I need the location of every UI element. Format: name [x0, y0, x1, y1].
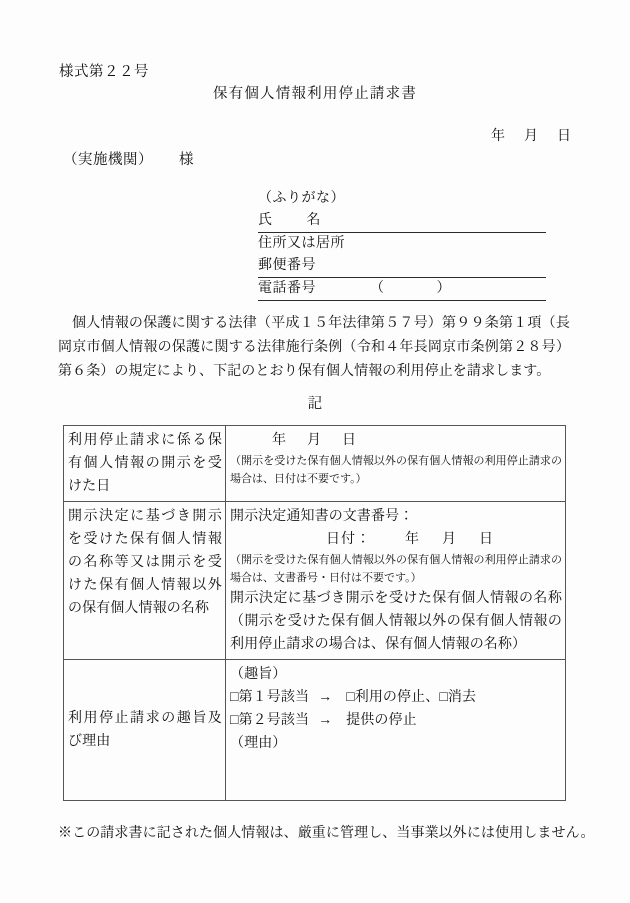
purpose-heading: （趣旨） — [230, 667, 287, 682]
phone-paren-close: ） — [436, 281, 451, 296]
reason-heading: （理由） — [230, 736, 287, 751]
ki-marker: 記 — [307, 396, 323, 412]
option1-checkbox[interactable]: □ — [230, 690, 239, 705]
phone-paren-open: （ — [370, 281, 385, 296]
phone-row[interactable] — [258, 278, 546, 301]
address-row[interactable] — [258, 233, 546, 255]
furigana-label: （ふりがな） — [258, 191, 345, 206]
purpose-reason-label-cell: 利用停止請求の趣旨及び理由 — [64, 660, 226, 801]
disclosure-day-label: 日 — [342, 433, 357, 448]
notice-number-note: （開示を受けた保有個人情報以外の保有個人情報の利用停止請求の場合は、文書番号・日付は不要です。） — [230, 554, 562, 584]
phone-area-code-group — [370, 278, 451, 299]
notice-day-label: 日 — [479, 532, 494, 547]
purpose-reason-value-cell[interactable] — [226, 660, 566, 801]
info-name-value-cell[interactable] — [226, 502, 566, 660]
date-day-label: 日 — [557, 129, 572, 144]
option1-sub2-label: 消去 — [447, 690, 477, 705]
postal-code-row[interactable] — [258, 255, 546, 278]
agency-label: （実施機関） — [63, 152, 153, 168]
furigana-row — [258, 188, 546, 210]
info-name-label-cell: 開示決定に基づき開示を受けた保有個人情報の名称等又は開示を受けた保有個人情報以外の保有個人情報の名称 — [64, 502, 226, 660]
option1-sub1-label: 利用の停止、 — [354, 690, 440, 705]
table-row — [64, 502, 566, 660]
notice-document-number-label: 開示決定通知書の文書番号： — [230, 509, 414, 524]
reason-entry-area[interactable] — [230, 755, 562, 797]
name-row[interactable] — [258, 210, 546, 233]
option1-sub1-checkbox[interactable]: □ — [346, 690, 355, 705]
disclosure-date-value-cell[interactable] — [226, 426, 566, 502]
notice-date-label: 日付： — [326, 532, 371, 547]
privacy-footer-note: ※この請求書に記された個人情報は、厳重に管理し、当事業以外には使用しません。 — [58, 826, 595, 841]
applicant-info-block — [258, 188, 546, 301]
notice-date-fields — [230, 528, 562, 551]
address-label: 住所又は居所 — [258, 236, 345, 251]
postal-code-label: 郵便番号 — [258, 258, 316, 273]
option2-label: 第２号該当 — [238, 713, 310, 728]
name-label-first: 氏 — [258, 213, 273, 228]
phone-label: 電話番号 — [258, 281, 316, 296]
date-month-label: 月 — [524, 129, 539, 144]
agency-honorific: 様 — [179, 152, 194, 168]
notice-year-label: 年 — [405, 532, 420, 547]
option2-result-label: 提供の停止 — [346, 713, 417, 728]
submission-date-line — [491, 125, 572, 145]
disclosure-date-fields — [230, 429, 562, 452]
option2-checkbox[interactable]: □ — [230, 713, 239, 728]
arrow-right-icon: → — [318, 713, 333, 728]
table-row — [64, 660, 566, 801]
request-details-table — [63, 425, 566, 801]
document-title: 保有個人情報利用停止請求書 — [212, 86, 418, 102]
disclosure-date-note: （開示を受けた保有個人情報以外の保有個人情報の利用停止請求の場合は、日付は不要です。） — [230, 455, 562, 485]
arrow-right-icon: → — [318, 690, 333, 705]
info-name-description: 開示決定に基づき開示を受けた保有個人情報の名称（開示を受けた保有個人情報以外の保有個人情報の利用停止請求の場合は、保有個人情報の名称） — [230, 591, 562, 652]
notice-month-label: 月 — [442, 532, 457, 547]
form-number: 様式第２２号 — [59, 64, 149, 80]
option1-sub2-checkbox[interactable]: □ — [439, 690, 448, 705]
option2-line — [230, 709, 562, 732]
table-row — [64, 426, 566, 502]
option1-line — [230, 686, 562, 709]
disclosure-date-label-cell: 利用停止請求に係る保有個人情報の開示を受けた日 — [64, 426, 226, 502]
agency-addressee — [63, 148, 194, 169]
option1-label: 第１号該当 — [238, 690, 310, 705]
name-label-second: 名 — [306, 213, 321, 228]
legal-basis-paragraph: 個人情報の保護に関する法律（平成１５年法律第５７号）第９９条第１項（長岡京市個人情報の保護に関する法律施行条例（令和４年長岡京市条例第２８号）第６条）の規定により、下記のとおり保有個人情報の利用停止を請求します。 — [58, 316, 570, 379]
disclosure-year-label: 年 — [272, 433, 287, 448]
disclosure-month-label: 月 — [307, 433, 322, 448]
date-year-label: 年 — [491, 129, 506, 144]
